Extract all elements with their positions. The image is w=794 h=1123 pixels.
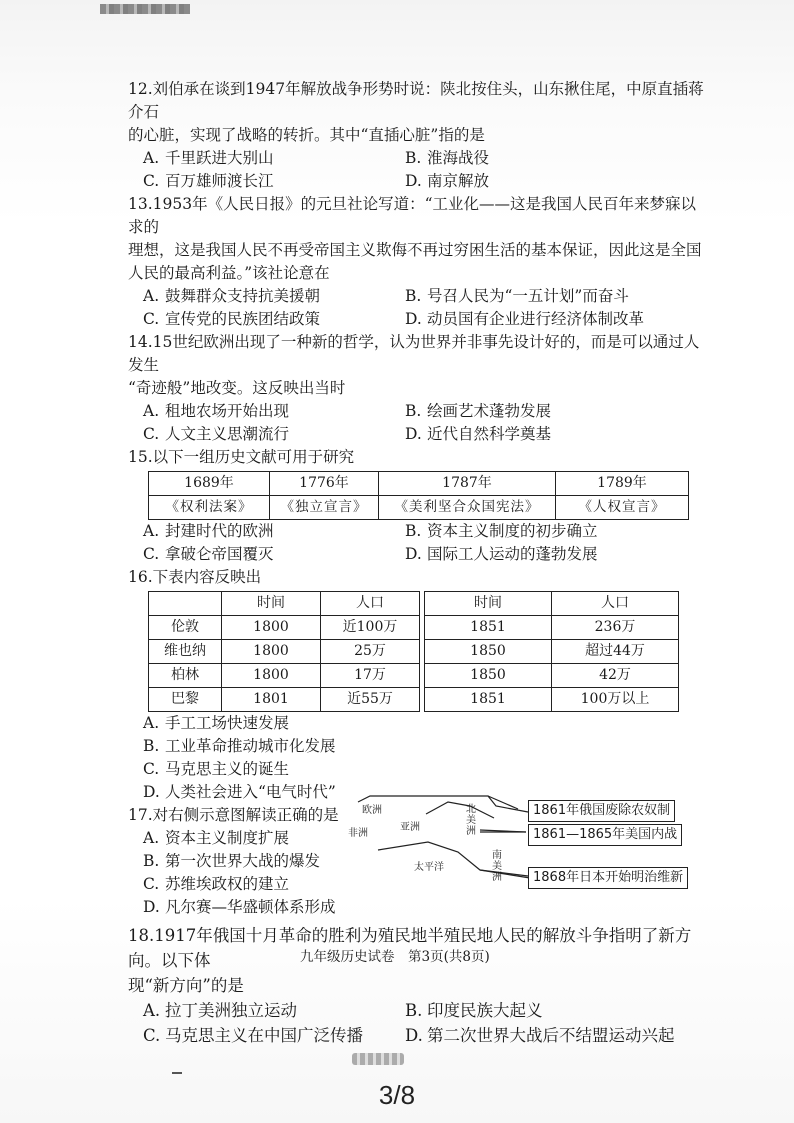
- table-row: [149, 496, 689, 520]
- option-d[interactable]: D. 凡尔赛—华盛顿体系形成: [143, 898, 336, 916]
- scan-artifact: [172, 1072, 182, 1074]
- option-b[interactable]: B. 工业革命推动城市化发展: [143, 737, 336, 755]
- option-d[interactable]: D. 国际工人运动的蓬勃发展: [405, 545, 598, 563]
- option-d[interactable]: D. 人类社会进入“电气时代”: [143, 783, 336, 801]
- options: [128, 712, 708, 804]
- question-15: [128, 446, 708, 566]
- option-a[interactable]: A. 封建时代的欧洲: [143, 522, 274, 540]
- options: [128, 147, 708, 193]
- table-cell: 1689年: [149, 472, 270, 496]
- option-a[interactable]: A. 鼓舞群众支持抗美援朝: [143, 287, 321, 305]
- question-17: [128, 804, 708, 919]
- table-cell: 巴黎: [149, 688, 222, 712]
- question-stem: 的心脏，实现了战略的转折。其中“直插心脏”指的是: [128, 126, 485, 144]
- table-row: [149, 664, 679, 688]
- table-cell: 1776年: [270, 472, 379, 496]
- table-cell: 《人权宣言》: [556, 496, 689, 520]
- option-b[interactable]: B. 号召人民为“一五计划”而奋斗: [405, 287, 629, 305]
- scan-artifact: [352, 1053, 404, 1065]
- question-stem: 16.下表内容反映出: [128, 568, 262, 586]
- question-12: [128, 78, 708, 193]
- question-14: [128, 331, 708, 446]
- label-south-america: 南美洲: [492, 850, 502, 883]
- scan-artifact: [100, 4, 190, 14]
- table-cell: 100万以上: [552, 688, 679, 712]
- option-c[interactable]: C. 马克思主义的诞生: [143, 760, 290, 778]
- table-cell: 42万: [552, 664, 679, 688]
- table-cell: 超过44万: [552, 640, 679, 664]
- label-asia: 亚洲: [400, 822, 420, 833]
- option-c[interactable]: C. 马克思主义在中国广泛传播: [143, 1026, 363, 1045]
- documents-table: [148, 471, 689, 520]
- option-a[interactable]: A. 租地农场开始出现: [143, 402, 290, 420]
- table-cell: 1851: [425, 688, 552, 712]
- options: [128, 998, 708, 1048]
- option-a[interactable]: A. 拉丁美洲独立运动: [143, 1001, 297, 1020]
- table-cell: 近100万: [321, 616, 420, 640]
- question-stem: 人民的最高利益。”该社论意在: [128, 264, 330, 282]
- table-cell: 伦敦: [149, 616, 222, 640]
- table-cell: 柏林: [149, 664, 222, 688]
- table-cell: 1787年: [379, 472, 556, 496]
- option-c[interactable]: C. 人文主义思潮流行: [143, 425, 290, 443]
- table-cell: 17万: [321, 664, 420, 688]
- question-stem: 理想，这是我国人民不再受帝国主义欺侮不再过穷困生活的基本保证，因此这是全国: [128, 241, 702, 259]
- table-cell: 236万: [552, 616, 679, 640]
- table-cell: 《美利坚合众国宪法》: [379, 496, 556, 520]
- page-indicator: 3/8: [378, 1080, 416, 1110]
- question-13: [128, 193, 708, 331]
- option-d[interactable]: D. 近代自然科学奠基: [405, 425, 552, 443]
- option-b[interactable]: B. 印度民族大起义: [405, 1001, 543, 1020]
- question-stem: 17.对右侧示意图解读正确的是: [128, 806, 339, 824]
- table-header: 人口: [552, 592, 679, 616]
- table-cell: 1800: [222, 640, 321, 664]
- options: [128, 520, 708, 566]
- question-18: [128, 923, 708, 1048]
- table-cell: 25万: [321, 640, 420, 664]
- option-b[interactable]: B. 第一次世界大战的爆发: [143, 852, 321, 870]
- option-c[interactable]: C. 苏维埃政权的建立: [143, 875, 290, 893]
- option-c[interactable]: C. 宣传党的民族团结政策: [143, 310, 321, 328]
- question-stem: “奇迹般”地改变。这反映出当时: [128, 379, 346, 397]
- table-cell: 1851: [425, 616, 552, 640]
- label-europe: 欧洲: [362, 805, 382, 816]
- question-stem: 18.1917年俄国十月革命的胜利为殖民地半殖民地人民的解放斗争指明了新方向。以下体: [128, 926, 692, 970]
- event-box-usa: 1861—1865年美国内战: [528, 824, 682, 846]
- table-row: [149, 640, 679, 664]
- table-cell: 1801: [222, 688, 321, 712]
- option-b[interactable]: B. 资本主义制度的初步确立: [405, 522, 598, 540]
- table-cell: 1789年: [556, 472, 689, 496]
- exam-content: [128, 78, 708, 1048]
- table-cell: 1850: [425, 640, 552, 664]
- table-header: 时间: [222, 592, 321, 616]
- option-d[interactable]: D. 第二次世界大战后不结盟运动兴起: [405, 1026, 675, 1045]
- page-footer: 九年级历史试卷 第3页(共8页): [300, 949, 490, 965]
- table-cell: 1850: [425, 664, 552, 688]
- option-c[interactable]: C. 百万雄师渡长江: [143, 172, 274, 190]
- table-cell: 《独立宣言》: [270, 496, 379, 520]
- option-b[interactable]: B. 淮海战役: [405, 149, 490, 167]
- label-africa: 非洲: [348, 828, 368, 839]
- table-header: 时间: [425, 592, 552, 616]
- label-north-america: 北美洲: [466, 804, 476, 837]
- option-a[interactable]: A. 千里跃进大别山: [143, 149, 274, 167]
- question-stem: 14.15世纪欧洲出现了一种新的哲学，认为世界并非事先设计好的，而是可以通过人发生: [128, 333, 700, 374]
- table-cell: 维也纳: [149, 640, 222, 664]
- option-d[interactable]: D. 动员国有企业进行经济体制改革: [405, 310, 645, 328]
- table-cell: 《权利法案》: [149, 496, 270, 520]
- label-pacific: 太平洋: [414, 862, 444, 873]
- option-b[interactable]: B. 绘画艺术蓬勃发展: [405, 402, 552, 420]
- table-row: [149, 616, 679, 640]
- options: [128, 285, 708, 331]
- question-stem: 现“新方向”的是: [128, 976, 244, 995]
- option-c[interactable]: C. 拿破仑帝国覆灭: [143, 545, 274, 563]
- event-box-russia: 1861年俄国废除农奴制: [528, 800, 675, 822]
- question-stem: 12.刘伯承在谈到1947年解放战争形势时说：陕北按住头，山东揪住尾，中原直插蒋介石: [128, 80, 704, 121]
- event-box-japan: 1868年日本开始明治维新: [528, 867, 688, 889]
- option-a[interactable]: A. 手工工场快速发展: [143, 714, 290, 732]
- table-header-row: [149, 592, 679, 616]
- table-row: [149, 472, 689, 496]
- options: [128, 400, 708, 446]
- option-a[interactable]: A. 资本主义制度扩展: [143, 829, 290, 847]
- option-d[interactable]: D. 南京解放: [405, 172, 490, 190]
- question-16: [128, 566, 708, 804]
- world-events-diagram: [318, 792, 698, 902]
- population-table: [148, 591, 679, 712]
- table-row: [149, 688, 679, 712]
- question-stem: 15.以下一组历史文献可用于研究: [128, 448, 355, 466]
- table-cell: 1800: [222, 616, 321, 640]
- table-cell: 1800: [222, 664, 321, 688]
- table-header: [149, 592, 222, 616]
- question-stem: 13.1953年《人民日报》的元旦社论写道：“工业化——这是我国人民百年来梦寐以求的: [128, 195, 697, 236]
- table-header: 人口: [321, 592, 420, 616]
- table-cell: 近55万: [321, 688, 420, 712]
